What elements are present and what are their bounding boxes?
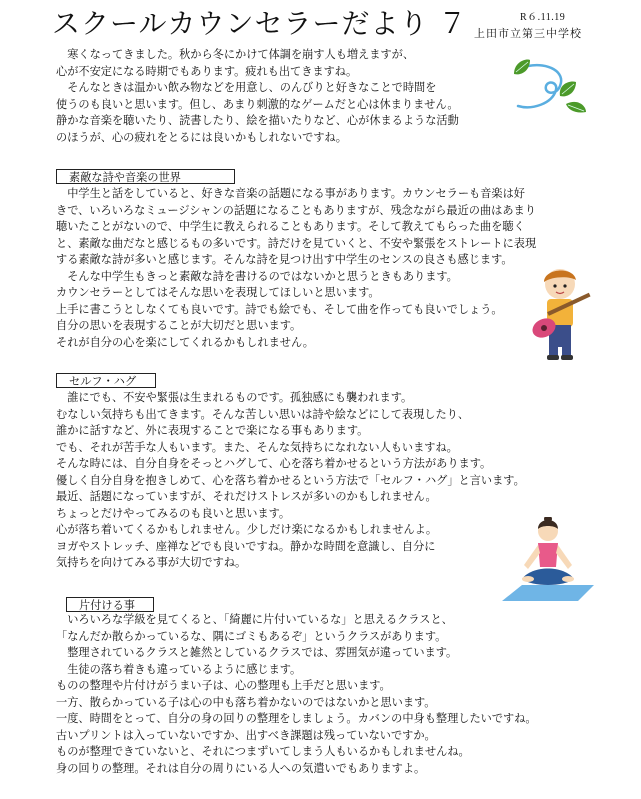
text-line: 誰かに話すなど、外に表現することで楽になる事もあります。 [56,424,369,437]
school-name: 上田市立第三中学校 [474,27,582,40]
leaf-icon [514,60,530,75]
leaf-icon [566,102,586,113]
text-line: そんな時には、自分自身をそっとハグして、心を落ち着かせるという方法があります。 [56,457,492,470]
text-line: 生徒の落ち着きも違っているように感じます。 [56,662,302,676]
text-line: むなしい気持ちも出てきます。そんな苦しい思いは詩や絵などにして表現したり、 [56,407,470,421]
yoga-mat [502,585,594,601]
text-line: 聴いたことがないので、中学生に教えられることもあります。そして教えてもらった曲を聴く [56,220,525,233]
text-line: 上手に書こうとしなくても良いです。詩でも絵でも、そして曲を作っても良いでしょう。 [56,302,503,316]
section-heading-tidying: 片付ける事 [66,597,154,612]
text-line: きで、いろいろなミュージシャンの話題になることもありますが、残念ながら最近の曲はあまり [56,203,536,217]
issue-date: R６.11.19 [520,12,566,23]
yoga-meditation-illustration [498,517,598,607]
text-line: 心が落ち着いてくるかもしれません。少しだけ楽になるかもしれませんよ。 [56,523,438,536]
text-line: それが自分の心を楽にしてくれるかもしれません。 [56,335,314,349]
text-line: 自分の思いを表現することが大切だと思います。 [56,319,302,332]
section-heading-music: 素敵な詩や音楽の世界 [56,169,235,184]
text-line: 中学生と話をしていると、好きな音楽の話題になる事があります。カウンセラーも音楽は好 [56,187,525,200]
top [538,543,558,567]
text-line: カウンセラーとしてはそんな思いを表現してほしいと思います。 [56,286,380,299]
text-line: する素敵な詩が多いと感じます。そんな詩を見つけ出す中学生のセンスの良さも感じます。 [56,253,513,266]
text-line: ヨガやストレッチ、座禅などでも良いですね。静かな時間を意識し、自分に [56,539,436,553]
text-line: 一度、時間をとって、自分の身の回りの整理をしましょう。カバンの中身も整理したいですね。 [56,712,537,725]
text-line: 「なんだか散らかっているな、隅にゴミもあるぞ」というクラスがあります。 [56,629,447,643]
text-line: でも、それが苦手な人もいます。また、そんな気持ちになれない人もいますね。 [56,440,458,454]
text-line: ものが整理できていないと、それにつまずいてしまう人もいるかもしれませんね。 [56,745,470,758]
text-line: いろいろな学級を見てくると、「綺麗に片付いているな」と思えるクラスと、 [56,613,453,626]
text-line: 身の回りの整理。それは自分の周りにいる人への気遣いでもありますよ。 [56,761,426,775]
section-tidying-paragraph [56,612,616,777]
leaf-swirl-illustration [508,52,588,118]
text-line: のほうが、心の疲れをとるには良いかもしれないですね。 [56,130,347,144]
section-heading-self-hug: セルフ・ハグ [56,373,156,388]
text-line: 誰にでも、不安や緊張は生まれるものです。孤独感にも襲われます。 [56,391,413,404]
text-line: と、素敵な曲だなと感じるもの多いです。詩だけを見ていくと、不安や緊張をストレートに表現 [56,236,537,250]
guitar-player-illustration [530,262,600,362]
text-line: 最近、話題になっていますが、それだけストレスが多いのかもしれません。 [56,490,437,503]
text-line: そんなときは温かい飲み物などを用意し、のんびりと好きなことで時間を [56,81,437,94]
text-line: 使うのも良いと思います。但し、あまり刺激的なゲームだと心は休まりません。 [56,97,459,111]
text-line: 心が不安定になる時期でもあります。疲れも出てきますね。 [56,64,358,78]
text-line: 古いプリントは入っていないですか、出すべき課題は残っていないですか。 [56,728,436,742]
text-line: 寒くなってきました。秋から冬にかけて体調を崩す人も増えますが、 [56,48,415,61]
text-line: そんな中学生もきっと素敵な詩を書けるのではないかと思うときもあります。 [56,269,458,283]
text-line: ものの整理や片付けがうまい子は、心の整理も上手だと思います。 [56,679,391,692]
leaf-icon [560,82,576,97]
text-line: 気持ちを向けてみる事が大切ですね。 [56,556,247,569]
text-line: 静かな音楽を聴いたり、読書したり、絵を描いたりなど、心が休まるような活動 [56,114,459,127]
text-line: 優しく自分自身を抱きしめて、心を落ち着かせるという方法で「セルフ・ハグ」と言います。 [56,473,525,487]
page-title: スクールカウンセラーだより ７ [52,7,468,40]
text-line: ちょっとだけやってみるのも良いと思います。 [56,506,291,520]
text-line: 一方、散らかっている子は心の中も落ち着かないのではないかと思います。 [56,695,436,709]
text-line: 整理されているクラスと雑然としているクラスでは、雰囲気が違っています。 [56,646,458,659]
